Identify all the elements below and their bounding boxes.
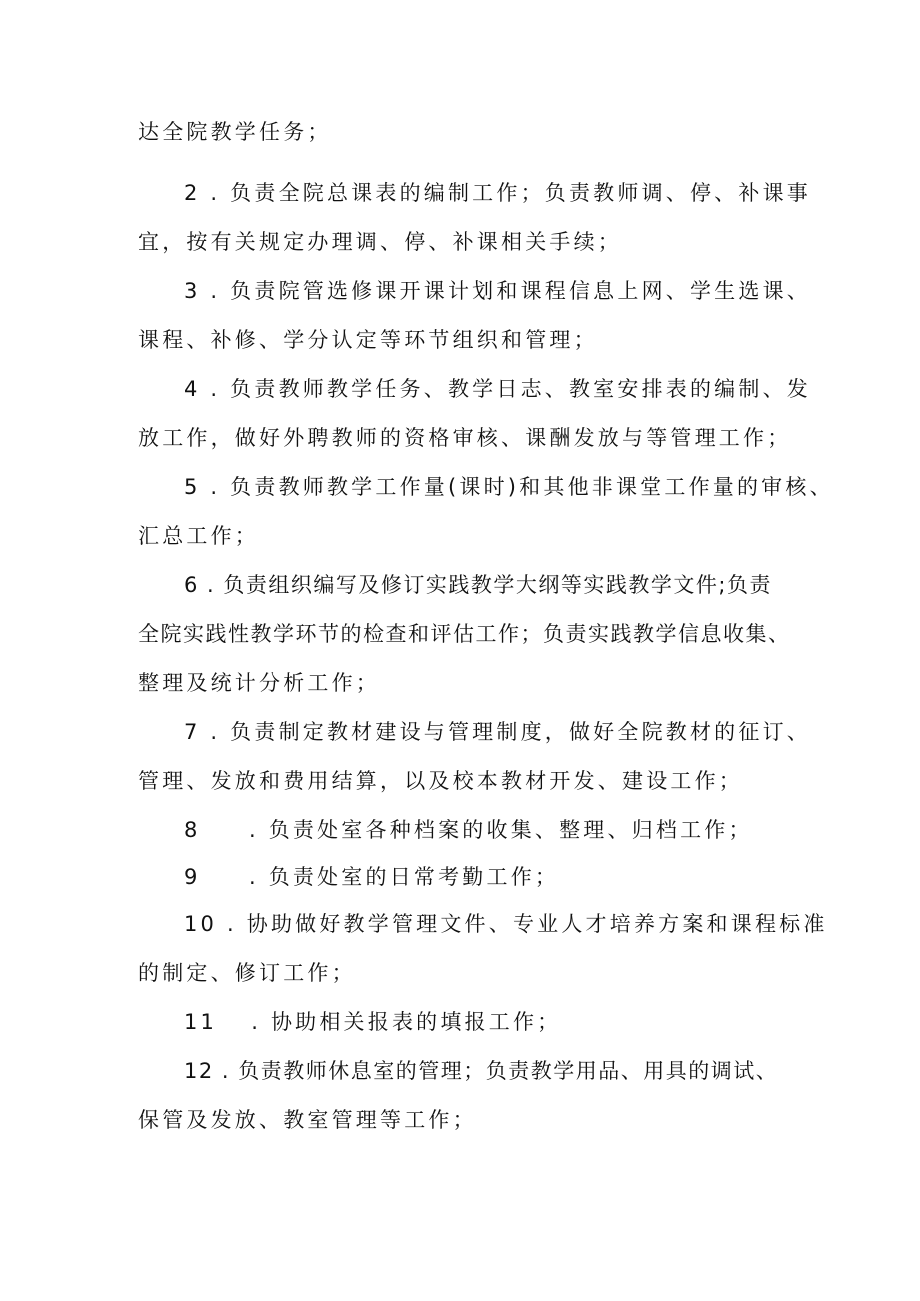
- list-item-6-line-1: 6 . 负责组织编写及修订实践教学大纲等实践教学文件;负责: [184, 573, 772, 597]
- list-item-5-line-1: 5 . 负责教师教学工作量(课时)和其他非课堂工作量的审核、: [184, 475, 834, 499]
- list-item-8: 8 . 负责处室各种档案的收集、整理、归档工作；: [184, 818, 753, 842]
- list-item-11: 11 . 协助相关报表的填报工作；: [184, 1010, 562, 1034]
- list-item-5-line-2: 汇总工作；: [138, 524, 259, 548]
- list-item-2-line-2: 宜，按有关规定办理调、停、补课相关手续；: [138, 230, 622, 254]
- list-item-4-line-1: 4 . 负责教师教学任务、教学日志、教室安排表的编制、发: [184, 377, 811, 401]
- list-item-10-line-1: 10 . 协助做好教学管理文件、专业人才培养方案和课程标准: [184, 912, 828, 936]
- list-item-3-line-1: 3 . 负责院管选修课开课计划和课程信息上网、学生选课、: [184, 279, 811, 303]
- list-item-12-line-1: 12 . 负责教师休息室的管理；负责教学用品、用具的调试、: [184, 1059, 779, 1083]
- list-item-3-line-2: 课程、补修、学分认定等环节组织和管理；: [138, 328, 598, 352]
- list-item-7-line-1: 7 . 负责制定教材建设与管理制度，做好全院教材的征订、: [184, 720, 811, 744]
- list-item-12-line-2: 保管及发放、教室管理等工作；: [138, 1108, 477, 1132]
- list-item-9: 9 . 负责处室的日常考勤工作；: [184, 865, 560, 889]
- text-line: 达全院教学任务；: [138, 120, 332, 144]
- list-item-4-line-2: 放工作，做好外聘教师的资格审核、课酬发放与等管理工作；: [138, 426, 792, 450]
- list-item-7-line-2: 管理、发放和费用结算，以及校本教材开发、建设工作；: [138, 769, 743, 793]
- list-item-6-line-2: 全院实践性教学环节的检查和评估工作；负责实践教学信息收集、: [138, 622, 791, 646]
- list-item-10-line-2: 的制定、修订工作；: [138, 961, 356, 985]
- list-item-2-line-1: 2 . 负责全院总课表的编制工作；负责教师调、停、补课事: [184, 181, 811, 205]
- list-item-6-line-3: 整理及统计分析工作；: [138, 671, 380, 695]
